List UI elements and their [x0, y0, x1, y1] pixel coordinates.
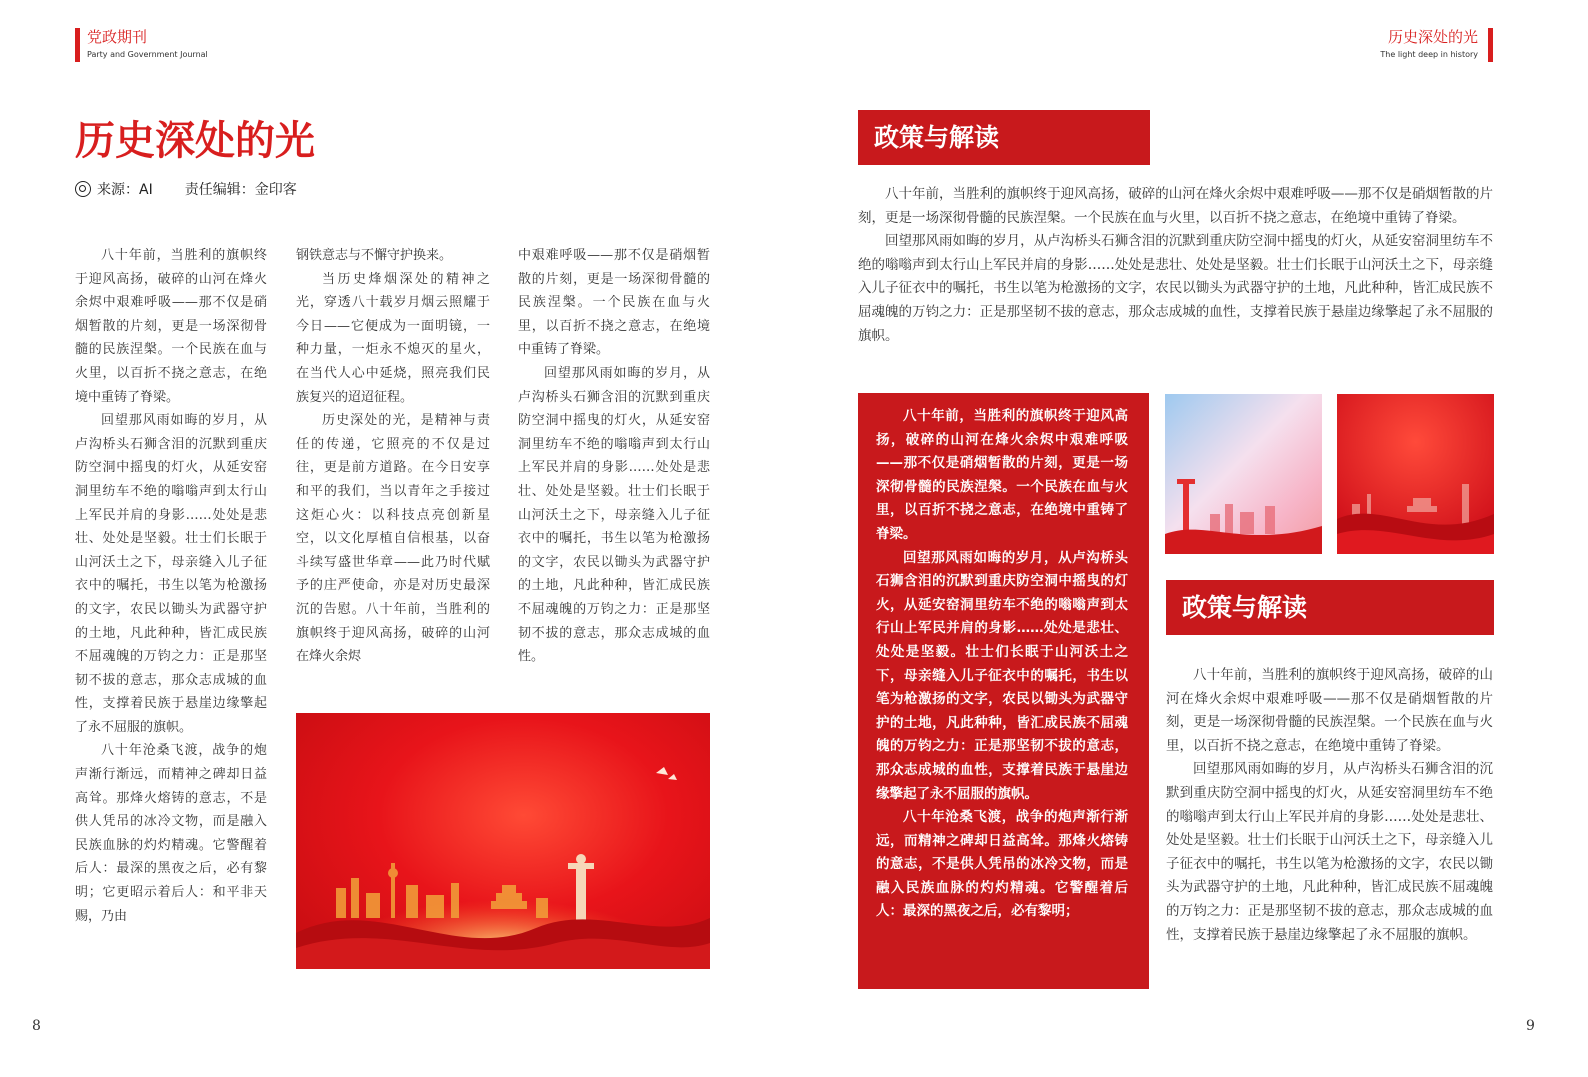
- article-column-3: [518, 244, 710, 669]
- paragraph: 回望那风雨如晦的岁月，从卢沟桥头石狮含泪的沉默到重庆防空洞中摇曳的灯火，从延安窑洞里纺车不绝的嗡嗡声到太行山上军民并肩的身影……处处是悲壮、处处是坚毅。壮士们长眠于山河沃土之下，母亲缝入儿子征衣中的嘱托，书生以笔为枪激扬的文字，农民以锄头为武器守护的土地，凡此种种，皆汇成民族不屈魂魄的万钧之力：正是那坚韧不拔的意志，那众志成城的血性，支撑着民族于悬崖边缘擎起了永不屈服的旗帜。: [858, 233, 1493, 344]
- paragraph: 八十年前，当胜利的旗帜终于迎风高扬，破碎的山河在烽火余烬中艰难呼吸——那不仅是硝烟暂散的片刻，更是一场深彻骨髓的民族涅槃。一个民族在血与火里，以百折不挠之意志，在绝境中重铸了脊梁。: [75, 248, 267, 405]
- paragraph: 八十年沧桑飞渡，战争的炮声渐行渐远，而精神之碑却日益高耸。那烽火熔铸的意志，不是供人凭吊的冰冷文物，而是融入民族血脉的灼灼精魂。它警醒着后人：最深的黑夜之后，必有黎明；: [876, 809, 1128, 920]
- section-heading-1: 政策与解读: [858, 110, 1150, 165]
- page-number-right: 9: [1526, 1018, 1535, 1034]
- celebration-banner-image: [296, 713, 710, 969]
- article-title: 历史深处的光: [75, 118, 315, 164]
- paragraph: 当历史烽烟深处的精神之光，穿透八十载岁月烟云照耀于今日——它便成为一面明镜，一种力量，一炬永不熄灭的星火，在当代人心中延烧，照亮我们民族复兴的迢迢征程。: [296, 271, 490, 405]
- header-right-subtitle: The light deep in history: [1380, 50, 1478, 59]
- banner-illustration: [296, 713, 710, 969]
- paragraph: 回望那风雨如晦的岁月，从卢沟桥头石狮含泪的沉默到重庆防空洞中摇曳的灯火，从延安窑洞里纺车不绝的嗡嗡声到太行山上军民并肩的身影……处处是悲壮、处处是坚毅。壮士们长眠于山河沃土之下，母亲缝入儿子征衣中的嘱托，书生以笔为枪激扬的文字，农民以锄头为武器守护的土地，凡此种种，皆汇成民族不屈魂魄的万钧之力：正是那坚韧不拔的意志，那众志成城的血性，支撑着民族于悬崖边缘擎起了永不屈服的旗帜。: [75, 413, 267, 735]
- paragraph: 回望那风雨如晦的岁月，从卢沟桥头石狮含泪的沉默到重庆防空洞中摇曳的灯火，从延安窑洞里纺车不绝的嗡嗡声到太行山上军民并肩的身影……处处是悲壮、处处是坚毅。壮士们长眠于山河沃土之下，母亲缝入儿子征衣中的嘱托，书生以笔为枪激扬的文字，农民以锄头为武器守护的土地，凡此种种，皆汇成民族不屈魂魄的万钧之力：正是那坚韧不拔的意志，那众志成城的血性，支撑着民族于悬崖边缘擎起了永不屈服的旗帜。: [876, 549, 1128, 802]
- article-column-2: [296, 244, 490, 669]
- paragraph: 回望那风雨如晦的岁月，从卢沟桥头石狮含泪的沉默到重庆防空洞中摇曳的灯火，从延安窑洞里纺车不绝的嗡嗡声到太行山上军民并肩的身影……处处是悲壮、处处是坚毅。壮士们长眠于山河沃土之下，母亲缝入儿子征衣中的嘱托，书生以笔为枪激扬的文字，农民以锄头为武器守护的土地，凡此种种，皆汇成民族不屈魂魄的万钧之力：正是那坚韧不拔的意志，那众志成城的血性，支撑着民族于悬崖边缘擎起了永不屈服的旗帜。: [1166, 761, 1493, 943]
- paragraph: 八十年前，当胜利的旗帜终于迎风高扬，破碎的山河在烽火余烬中艰难呼吸——那不仅是硝烟暂散的片刻，更是一场深彻骨髓的民族涅槃。一个民族在血与火里，以百折不挠之意志，在绝境中重铸了脊梁。: [876, 408, 1128, 542]
- paragraph: 历史深处的光，是精神与责任的传递，它照亮的不仅是过往，更是前方道路。在今日安享和平的我们，当以青年之手接过这炬心火：以科技点亮创新星空，以文化厚植自信根基，以奋斗续写盛世华章——此乃时代赋予的庄严使命，亦是对历史最深沉的告慰。八十年前，当胜利的旗帜终于迎风高扬，破碎的山河在烽火余烬: [296, 413, 490, 665]
- paragraph: 中艰难呼吸——那不仅是硝烟暂散的片刻，更是一场深彻骨髓的民族涅槃。一个民族在血与火里，以百折不挠之意志，在绝境中重铸了脊梁。: [518, 248, 710, 358]
- paragraph: 钢铁意志与不懈守护换来。: [296, 248, 453, 263]
- article-editor: 责任编辑：金印客: [184, 182, 297, 198]
- paragraph: 八十年前，当胜利的旗帜终于迎风高扬，破碎的山河在烽火余烬中艰难呼吸——那不仅是硝烟暂散的片刻，更是一场深彻骨髓的民族涅槃。一个民族在血与火里，以百折不挠之意志，在绝境中重铸了脊梁。: [1166, 667, 1493, 754]
- highlight-box: [858, 393, 1149, 989]
- header-right-accent-bar: [1488, 28, 1493, 62]
- page-number-left: 8: [32, 1018, 41, 1034]
- paragraph: 回望那风雨如晦的岁月，从卢沟桥头石狮含泪的沉默到重庆防空洞中摇曳的灯火，从延安窑洞里纺车不绝的嗡嗡声到太行山上军民并肩的身影……处处是悲壮、处处是坚毅。壮士们长眠于山河沃土之下，母亲缝入儿子征衣中的嘱托，书生以笔为枪激扬的文字，农民以锄头为武器守护的土地，凡此种种，皆汇成民族不屈魂魄的万钧之力：正是那坚韧不拔的意志，那众志成城的血性。: [518, 365, 710, 665]
- pastel-illustration: [1165, 394, 1322, 554]
- section-heading-2: 政策与解读: [1166, 580, 1494, 635]
- pastel-sky-image: [1165, 394, 1322, 554]
- section-1-text: [858, 183, 1493, 348]
- article-meta: [75, 178, 297, 200]
- source-icon: [75, 181, 91, 197]
- red-celebration-image: [1337, 394, 1494, 554]
- header-right-title: 历史深处的光: [1387, 28, 1478, 46]
- paragraph: 八十年沧桑飞渡，战争的炮声渐行渐远，而精神之碑却日益高耸。那烽火熔铸的意志，不是供人凭吊的冰冷文物，而是融入民族血脉的灼灼精魂。它警醒着后人：最深的黑夜之后，必有黎明；它更昭示着后人：和平非天赐，乃由: [75, 743, 267, 924]
- section-2-text: [1166, 664, 1493, 947]
- header-left-subtitle: Party and Government Journal: [87, 50, 208, 59]
- paragraph: 八十年前，当胜利的旗帜终于迎风高扬，破碎的山河在烽火余烬中艰难呼吸——那不仅是硝烟暂散的片刻，更是一场深彻骨髓的民族涅槃。一个民族在血与火里，以百折不挠之意志，在绝境中重铸了脊梁。: [858, 186, 1493, 226]
- header-left-accent-bar: [75, 28, 80, 62]
- article-source: 来源：AI: [97, 182, 153, 198]
- header-left-title: 党政期刊: [87, 28, 148, 46]
- article-column-1: [75, 244, 267, 928]
- red-illustration: [1337, 394, 1494, 554]
